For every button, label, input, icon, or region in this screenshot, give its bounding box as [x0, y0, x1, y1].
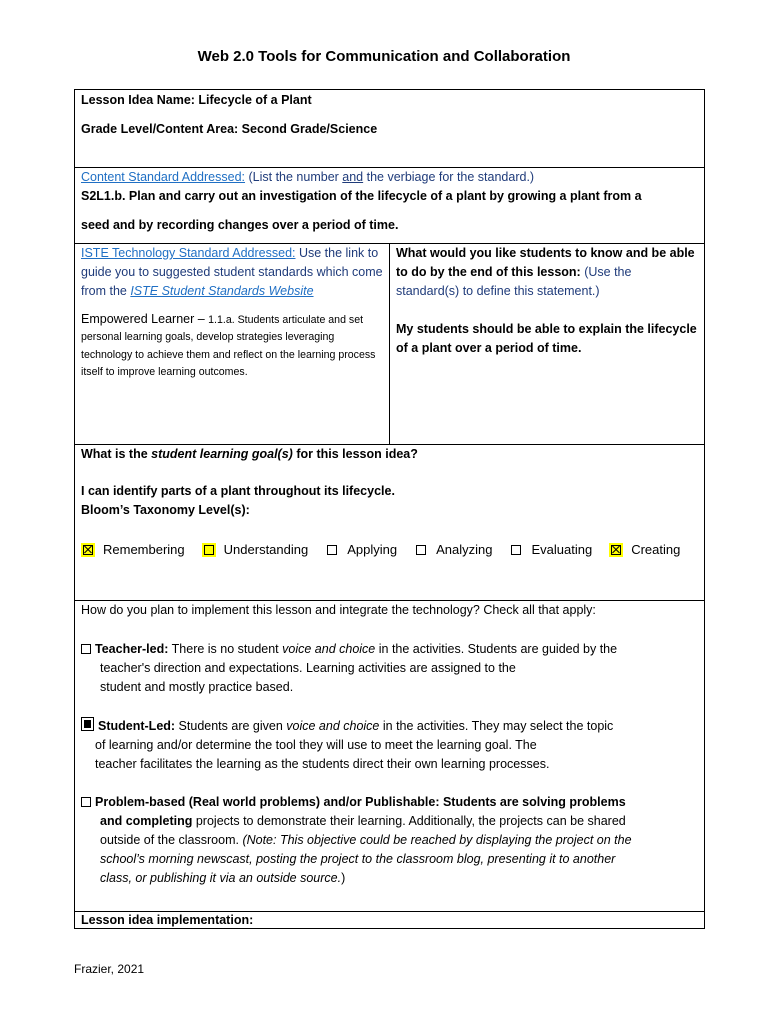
bloom-option-applying[interactable] — [325, 540, 397, 559]
checked-box-icon[interactable] — [609, 543, 623, 557]
learning-goal-answer: I can identify parts of a plant throughout its lifecycle. — [81, 484, 395, 498]
know-do-column: What would you like students to know and be able to do by the end of this lesson: (Use the standard(s) to define this statement.) My students should be able to explain the lifecycle of a plant over a period of time. — [390, 244, 704, 444]
bloom-option-label: Evaluating — [531, 542, 593, 557]
content-standard-link[interactable]: Content Standard Addressed: — [81, 170, 246, 184]
iste-standard-link[interactable]: ISTE Technology Standard Addressed: — [81, 246, 296, 260]
bloom-option-understanding[interactable] — [202, 540, 309, 559]
iste-website-link[interactable]: ISTE Student Standards Website — [130, 284, 314, 298]
teacher-led-checkbox[interactable] — [81, 644, 91, 654]
student-led-option[interactable]: Student-Led: Students are given voice and choice in the activities. They may select the topic of learning and/or determine the tool they will use to meet the learning goal. The teacher facilitates the learning as the students direct their own learning processes. — [75, 717, 704, 774]
blooms-label: Bloom’s Taxonomy Level(s): — [81, 503, 250, 517]
bloom-option-label: Remembering — [103, 542, 185, 557]
lesson-name: Lesson Idea Name: Lifecycle of a Plant — [81, 93, 312, 107]
know-do-answer: My students should be able to explain the lifecycle of a plant over a period of time. — [396, 322, 697, 355]
iste-row — [75, 243, 704, 444]
student-led-checkbox[interactable] — [81, 717, 94, 731]
unchecked-box-icon[interactable] — [202, 543, 216, 557]
footer-credit: Frazier, 2021 — [74, 962, 145, 976]
teacher-led-option[interactable]: Teacher-led: There is no student voice and choice in the activities. Students are guided by the teacher's direction and expectations. Learning activities are assigned to the student and mostly practice based. — [75, 640, 704, 697]
bloom-option-label: Applying — [347, 542, 398, 557]
problem-based-checkbox[interactable] — [81, 797, 91, 807]
document-title: Web 2.0 Tools for Communication and Collaboration — [197, 48, 571, 65]
content-standard-row: Content Standard Addressed: (List the number and the verbiage for the standard.) S2L1.b. Plan and carry out an investigation of the lifecycle of a plant by growing a plant from a seed and by recording changes over a period of time. — [75, 167, 704, 243]
standard-text-line2: seed and by recording changes over a period of time. — [81, 218, 399, 232]
lesson-implementation-label: Lesson idea implementation: — [81, 913, 254, 927]
implementation-question: How do you plan to implement this lesson and integrate the technology? Check all that apply: — [81, 603, 596, 617]
know-do-question: What would you like students to know and be able to do by the end of this lesson: — [396, 246, 695, 279]
bloom-option-remembering[interactable] — [81, 540, 185, 559]
checked-box-icon[interactable] — [81, 543, 95, 557]
standard-text-line1: S2L1.b. Plan and carry out an investigation of the lifecycle of a plant by growing a plant from a — [81, 189, 642, 203]
empowered-learner-text: 1.1.a. Students articulate and set personal learning goals, develop strategies leveraging technology to achieve them and reflect on the learning process itself to improve learning outcomes. — [81, 314, 376, 378]
unchecked-box-icon[interactable] — [509, 543, 523, 557]
lesson-implementation-row — [75, 911, 704, 929]
lesson-form — [74, 89, 705, 929]
lesson-info-row — [75, 90, 704, 167]
bloom-option-analyzing[interactable] — [414, 540, 492, 559]
bloom-option-label: Analyzing — [436, 542, 493, 557]
bloom-option-label: Understanding — [223, 542, 309, 557]
bloom-option-evaluating[interactable] — [509, 540, 592, 559]
implementation-row — [75, 600, 704, 911]
empowered-learner-title: Empowered Learner – — [81, 312, 209, 326]
iste-column: ISTE Technology Standard Addressed: Use the link to guide you to suggested student standards which come from the ISTE Student Standards Website Empowered Learner – 1.1.a. Students articulate and set personal learning goals, develop strategies leveraging technology to achieve them and reflect on the learning process itself to improve learning outcomes. — [75, 244, 390, 444]
bloom-option-creating[interactable] — [609, 540, 680, 559]
unchecked-box-icon[interactable] — [325, 543, 339, 557]
blooms-row — [75, 501, 704, 600]
grade-level: Grade Level/Content Area: Second Grade/Science — [81, 122, 378, 136]
bloom-option-label: Creating — [631, 542, 681, 557]
problem-based-option[interactable]: Problem-based (Real world problems) and/or Publishable: Students are solving problems and completing projects to demonstrate their learning. Additionally, the projects can be shared outside of the classroom. (Note: This objective could be reached by displaying the project on the school’s morning newscast, posting the project to the classroom blog, presenting it to another class, or publishing it via an outside source.) — [75, 793, 704, 888]
blooms-options — [81, 540, 698, 559]
learning-goal-row: What is the student learning goal(s) for this lesson idea? I can identify parts of a plant throughout its lifecycle. — [75, 444, 704, 501]
unchecked-box-icon[interactable] — [414, 543, 428, 557]
